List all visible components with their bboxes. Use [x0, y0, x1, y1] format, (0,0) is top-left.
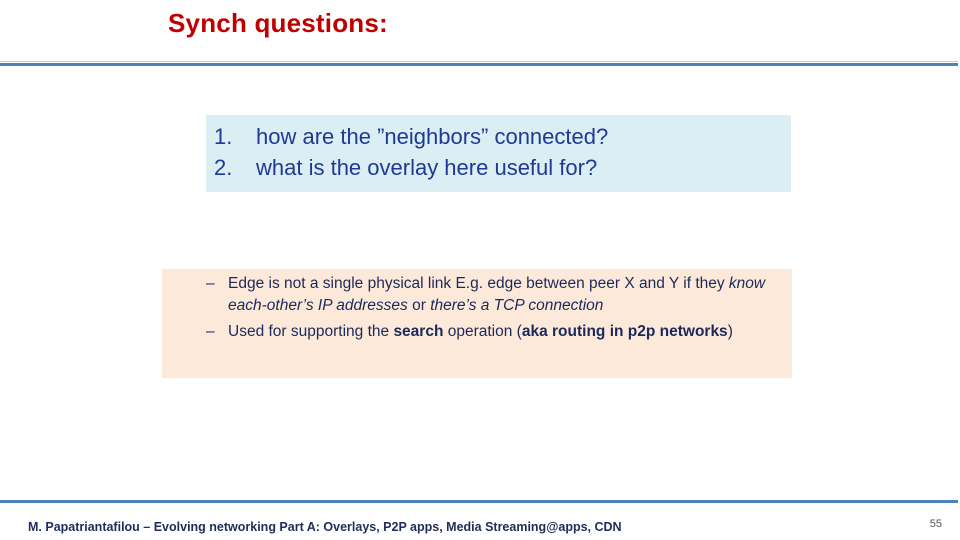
answer-item-search	[162, 321, 784, 343]
questions-box	[206, 115, 791, 192]
answers-box	[162, 269, 792, 378]
answer-text: )	[727, 323, 733, 340]
answer-text: or	[407, 297, 431, 314]
question-number: 2.	[214, 155, 233, 180]
page-number: 55	[929, 518, 942, 530]
answer-text: Used for supporting the	[228, 323, 394, 340]
question-text: how are the ”neighbors” connected?	[256, 124, 609, 149]
bullet-dash: –	[206, 323, 215, 340]
footer-divider	[0, 500, 958, 503]
answer-text: operation (	[443, 323, 522, 340]
slide-title: Synch questions:	[168, 8, 388, 38]
footer-text: M. Papatriantafilou – Evolving networking Part A: Overlays, P2P apps, Media Streaming@apps, CDN	[28, 520, 622, 534]
question-1	[214, 121, 791, 152]
question-2	[214, 152, 791, 183]
bullet-dash: –	[206, 275, 215, 292]
answer-item-edge	[162, 273, 784, 317]
title-divider-thin	[0, 61, 958, 62]
title-divider	[0, 63, 958, 66]
question-text: what is the overlay here useful for?	[256, 155, 598, 180]
answer-bold: aka routing in p2p networks	[521, 323, 728, 340]
answer-bold: search	[393, 323, 444, 340]
question-number: 1.	[214, 124, 233, 149]
answer-italic: there’s a TCP connection	[430, 297, 604, 314]
answer-italic: know each-other’s IP addresses	[228, 275, 766, 314]
answer-text: Edge is not a single physical link E.g. edge between peer X and Y if they	[228, 275, 729, 292]
